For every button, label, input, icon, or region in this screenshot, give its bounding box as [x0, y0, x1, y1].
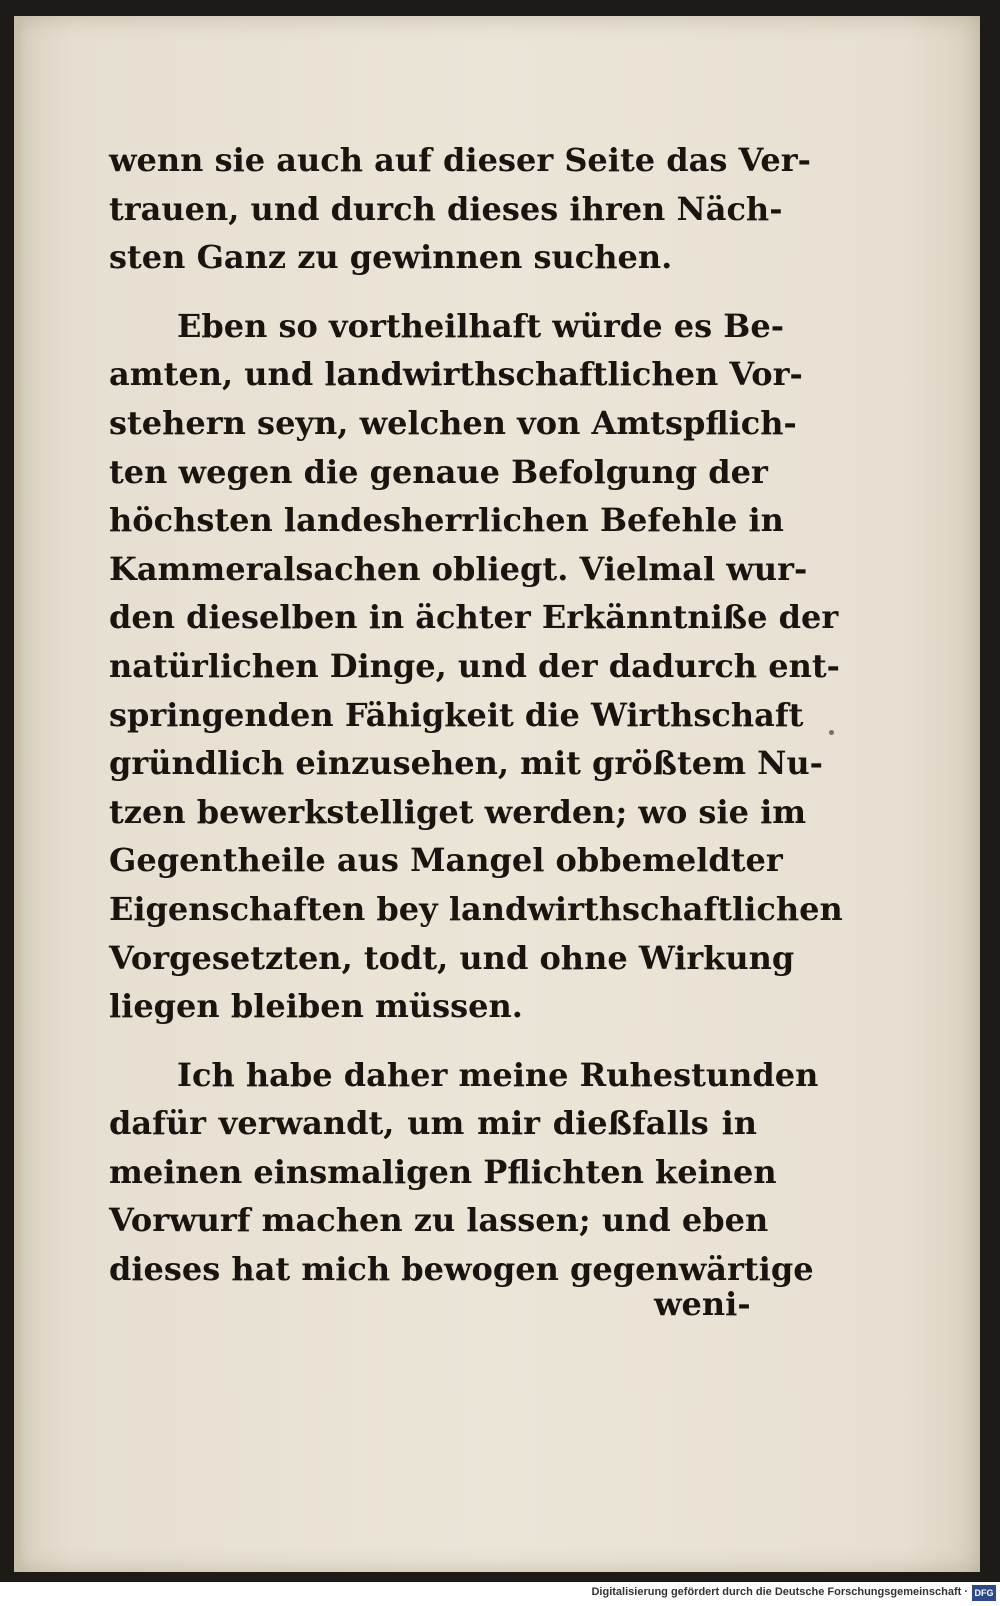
paragraph-2	[109, 302, 843, 1031]
paragraph-3	[109, 1051, 819, 1294]
text-line: Kammeralsachen obliegt. Vielmal wur-	[109, 549, 808, 588]
text-line: liegen bleiben müssen.	[109, 987, 523, 1026]
text-line: Ich habe daher meine Ruhestunden	[177, 1055, 819, 1094]
text-line: ten wegen die genaue Befolgung der	[109, 452, 768, 491]
dfg-logo-icon: DFG	[972, 1585, 996, 1601]
text-line: trauen, und durch dieses ihren Näch-	[109, 189, 783, 228]
text-line: gründlich einzusehen, mit größtem Nu-	[109, 744, 823, 783]
paragraph-1	[109, 136, 811, 282]
text-line: wenn sie auch auf dieser Seite das Ver-	[109, 141, 811, 179]
text-line: Vorgesetzten, todt, und ohne Wirkung	[109, 938, 795, 977]
footer-bar	[0, 1582, 1000, 1606]
body-text	[109, 136, 843, 1294]
text-line: stehern seyn, welchen von Amtspflich-	[109, 403, 797, 442]
text-line: Vorwurf machen zu lassen; und eben	[109, 1201, 769, 1240]
text-line: natürlichen Dinge, und der dadurch ent-	[109, 646, 840, 685]
text-line: Eigenschaften bey landwirthschaftlichen	[109, 889, 843, 928]
text-line: meinen einsmaligen Pflichten keinen	[109, 1152, 777, 1191]
page-gutter	[14, 16, 24, 1572]
text-line: höchsten landesherrlichen Befehle in	[109, 501, 784, 540]
text-line: den dieselben in ächter Erkänntniße der	[109, 598, 839, 637]
text-line: Gegentheile aus Mangel obbemeldter	[109, 841, 783, 880]
text-line: amten, und landwirthschaftlichen Vor-	[109, 355, 803, 394]
text-line: dafür verwandt, um mir dießfalls in	[109, 1104, 757, 1143]
funding-credit: Digitalisierung gefördert durch die Deutsche Forschungsgemeinschaft ·	[591, 1586, 968, 1598]
text-line: Eben so vortheilhaft würde es Be-	[177, 306, 784, 345]
text-line: dieses hat mich bewogen gegenwärtige	[109, 1250, 814, 1289]
text-line: tzen bewerkstelliget werden; wo sie im	[109, 792, 807, 831]
paper-speck	[829, 730, 834, 735]
text-line: springenden Fähigkeit die Wirthschaft	[109, 695, 804, 734]
book-page	[14, 16, 980, 1572]
text-line: sten Ganz zu gewinnen suchen.	[109, 238, 673, 277]
catchword: weni-	[654, 1285, 751, 1323]
